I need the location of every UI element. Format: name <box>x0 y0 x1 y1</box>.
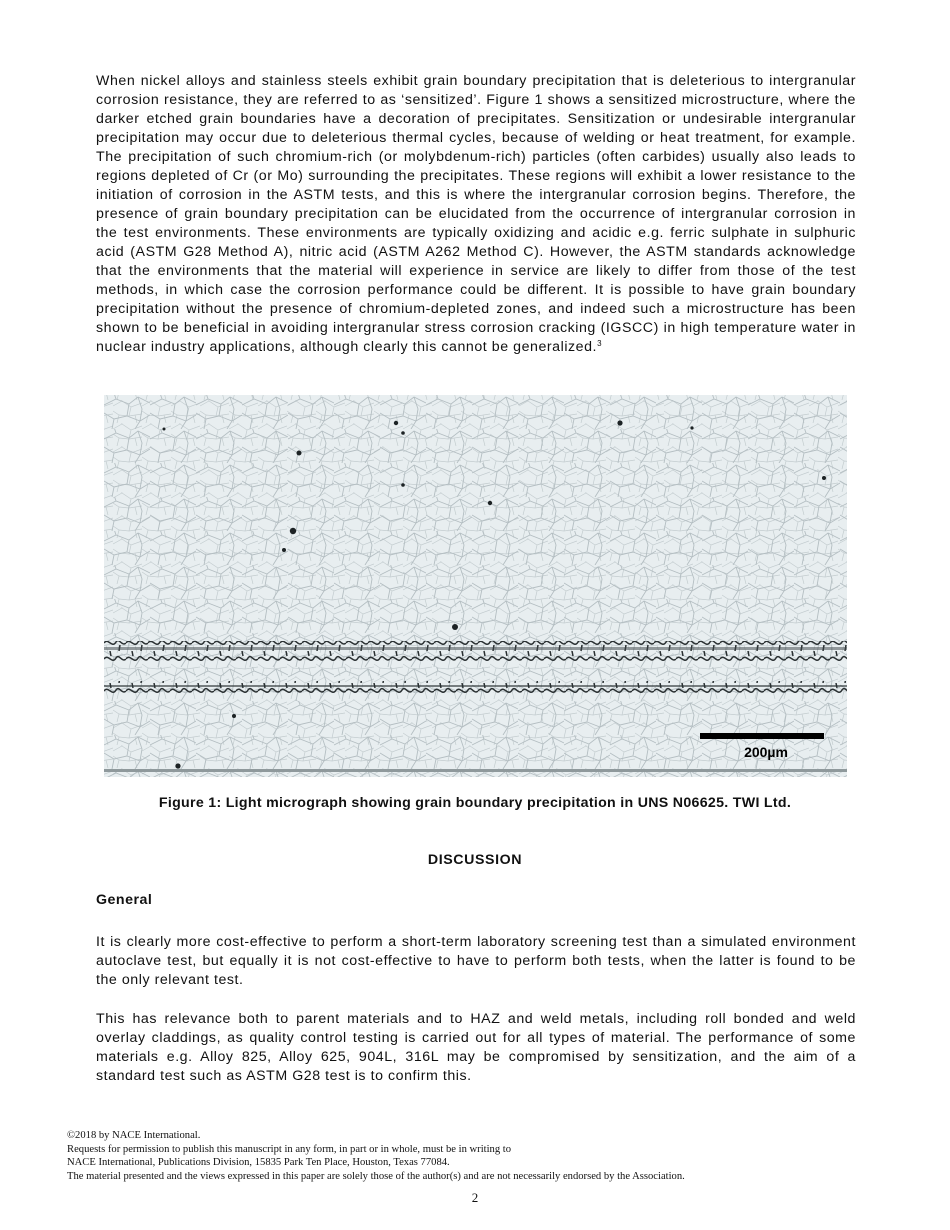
footer-line: NACE International, Publications Division, 15835 Park Ten Place, Houston, Texas 77084. <box>67 1157 450 1169</box>
micrograph-image <box>104 395 847 777</box>
footer-line: The material presented and the views expressed in this paper are solely those of the author(s) and are not necessarily endorsed by the Association. <box>67 1171 685 1183</box>
page-number: 2 <box>471 1190 479 1205</box>
figure-caption: Figure 1: Light micrograph showing grain boundary precipitation in UNS N06625. TWI Ltd. <box>158 795 792 811</box>
body-paragraph <box>96 72 856 357</box>
copyright-footer <box>67 1129 887 1184</box>
scale-bar-label: 200µm <box>744 744 788 760</box>
footer-line: ©2018 by NACE International. <box>67 1130 201 1141</box>
reference-marker: 3 <box>597 339 603 348</box>
scale-bar <box>700 733 824 739</box>
subsection-heading: General <box>96 892 153 908</box>
footer-line: Requests for permission to publish this manuscript in any form, in part or in whole, must be in writing to <box>67 1143 512 1155</box>
discussion-paragraph-1: It is clearly more cost-effective to perform a short-term laboratory screening test than a simulated environment autoclave test, but equally it is not cost-effective to have to perform both tests, when the latter is found to be the only relevant test. <box>96 934 856 988</box>
section-heading: DISCUSSION <box>427 852 523 868</box>
paragraph-text: When nickel alloys and stainless steels exhibit grain boundary precipitation that is deleterious to intergranular corrosion resistance, they are referred to as ‘sensitized’. Figure 1 shows a sensitized microstructure, where the darker etched grain boundaries have a decoration of precipitates. Sensitization or undesirable intergranular precipitation may occur due to deleterious thermal cycles, because of welding or heat treatment, for example. The precipitation of such chromium-rich (or molybdenum-rich) particles (often carbides) usually also leads to regions depleted of Cr (or Mo) surrounding the precipitates. These regions will exhibit a lower resistance to the initiation of corrosion in the ASTM tests, and this is where the intergranular corrosion begins. Therefore, the presence of grain boundary precipitation can be elucidated from the occurrence of intergranular corrosion in the test environments. These environments are typically oxidizing and acidic e.g. ferric sulphate in sulphuric acid (ASTM G28 Method A), nitric acid (ASTM A262 Method C). However, the ASTM standards acknowledge that the environments that the material will experience in service are likely to differ from those of the test methods, in which case the corrosion performance could be different. It is possible to have grain boundary precipitation without the presence of chromium-depleted zones, and indeed such a microstructure has been shown to be beneficial in avoiding intergranular stress corrosion cracking (IGSCC) in high temperature water in nuclear industry applications, although clearly this cannot be generalized. <box>96 73 856 355</box>
discussion-paragraph-2: This has relevance both to parent materials and to HAZ and weld metals, including roll bonded and weld overlay claddings, as quality control testing is carried out for all types of material. The performance of some materials e.g. Alloy 825, Alloy 625, 904L, 316L may be compromised by sensitization, and the aim of a standard test such as ASTM G28 test is to confirm this. <box>96 1011 856 1084</box>
